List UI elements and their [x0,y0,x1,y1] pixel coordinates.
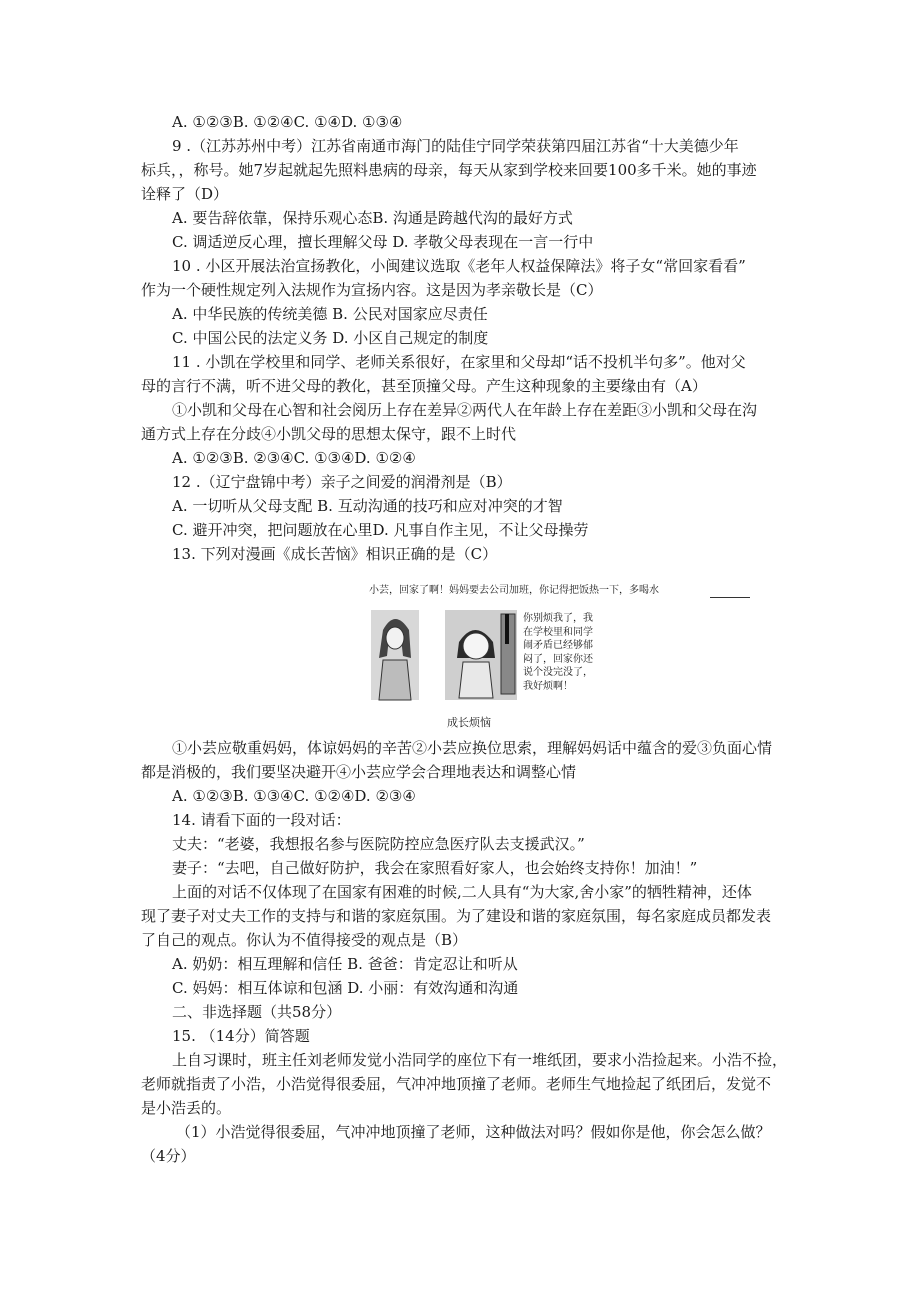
comic-caption: 成长烦恼 [447,716,491,729]
q14-para-line-3: 了自己的观点。你认为不值得接受的观点是（B） [141,931,468,949]
q9-stem-line-2: 标兵，，称号。她7岁起就起先照料患病的母亲，每天从家到学校来回要100多千米。她的事迹 [141,161,757,179]
q14-para-line-2: 现了妻子对丈夫工作的支持与和谐的家庭氛围。为了建设和谐的家庭氛围，每名家庭成员都发表 [141,907,772,925]
mom-face [386,627,404,649]
girl-face [463,633,489,659]
q14-options-ab: A. 奶奶：相互理解和信任 B. 爸爸：肯定忍让和听从 [172,955,518,973]
girl-speech-1: 你别烦我了，我 [523,613,593,624]
girl-speech-3: 闹矛盾已经够郁 [523,640,593,651]
q13-stem: 13. 下列对漫画《成长苦恼》相识正确的是（C） [172,545,498,563]
q14-para-line-1: 上面的对话不仅体现了在国家有困难的时候,二人具有“为大家,舍小家”的牺牲精神，还体 [172,883,752,901]
q11-stem-line-1: 11 . 小凯在学校里和同学、老师关系很好，在家里和父母却“话不投机半句多”。他对父 [172,353,746,371]
q11-stem-line-2: 母的言行不满，听不进父母的教化，甚至顶撞父母。产生这种现象的主要缘由有（A） [141,377,707,395]
door-dark [505,614,509,644]
q15-sub1-line-1: （1）小浩觉得很委屈，气冲冲地顶撞了老师，这种做法对吗？假如你是他，你会怎么做？ [176,1123,771,1141]
q11-options: A. ①②③B. ②③④C. ①③④D. ①②④ [172,449,416,467]
q10-options-cd: C. 中国公民的法定义务 D. 小区自己规定的制度 [172,329,489,347]
q15-sub1-line-2: （4分） [141,1147,196,1165]
q15-para-line-2: 老师就指责了小浩，小浩觉得很委屈，气冲冲地顶撞了老师。老师生气地捡起了纸团后，发觉不 [141,1075,772,1093]
q9-stem-line-3: 诠释了（D） [141,185,229,203]
mom-speech: 小芸，回家了啊！妈妈要去公司加班，你记得把饭热一下，多喝水 [369,585,659,596]
q15-para-line-1: 上自习课时，班主任刘老师发觉小浩同学的座位下有一堆纸团，要求小浩捡起来。小浩不捡， [172,1051,788,1069]
q12-stem: 12 .（辽宁盘锦中考）亲子之间爱的润滑剂是（B） [172,473,512,491]
q13-items-line-1: ①小芸应敬重妈妈，体谅妈妈的辛苦②小芸应换位思索，理解妈妈话中蕴含的爱③负面心情 [172,739,773,757]
section-heading: 二、非选择题（共58分） [172,1003,342,1021]
q9-stem-line-1: 9 .（江苏苏州中考）江苏省南通市海门的陆佳宁同学荣获第四届江苏省“十大美德少年 [172,137,739,155]
q14-stem: 14. 请看下面的一段对话： [172,811,351,829]
girl-body [459,662,493,698]
blank-underline [710,597,750,598]
q9-options-cd: C. 调适逆反心理，擅长理解父母 D. 孝敬父母表现在一言一行中 [172,233,594,251]
q11-items-line-1: ①小凯和父母在心智和社会阅历上存在差异②两代人在年龄上存在差距③小凯和父母在沟 [172,401,758,419]
girl-speech-5: 说个没完没了， [523,667,593,678]
mom-body [379,660,411,700]
q13-items-line-2: 都是消极的，我们要坚决避开④小芸应学会合理地表达和调整心情 [141,763,577,781]
q12-options-ab: A. 一切听从父母支配 B. 互动沟通的技巧和应对冲突的才智 [172,497,563,515]
q12-options-cd: C. 避开冲突，把问题放在心里D. 凡事自作主见，不让父母操劳 [172,521,589,539]
comic-illustration [355,582,755,732]
girl-speech-4: 闷了，回家你还 [523,653,593,665]
q10-options-ab: A. 中华民族的传统美德 B. 公民对国家应尽责任 [172,305,488,323]
girl-speech-2: 在学校里和同学 [523,626,593,638]
q11-items-line-2: 通方式上存在分歧④小凯父母的思想太保守，跟不上时代 [141,425,517,443]
girl-speech-6: 我好烦啊！ [523,680,573,692]
q14-wife: 妻子：“去吧，自己做好防护，我会在家照看好家人，也会始终支持你！加油！” [172,859,698,877]
q15-para-line-3: 是小浩丢的。 [141,1099,232,1117]
q15-heading: 15. （14分）简答题 [172,1027,310,1045]
q9-options-ab: A. 要告辞依靠，保持乐观心态B. 沟通是跨越代沟的最好方式 [172,209,573,227]
q14-options-cd: C. 妈妈：相互体谅和包涵 D. 小丽：有效沟通和沟通 [172,979,519,997]
q8-options: A. ①②③B. ①②④C. ①④D. ①③④ [172,113,403,131]
q10-stem-line-1: 10 . 小区开展法治宣扬教化，小闽建议选取《老年人权益保障法》将子女“常回家看看” [172,257,746,275]
q13-options: A. ①②③B. ①③④C. ①②④D. ②③④ [172,787,416,805]
q14-husband: 丈夫：“老婆，我想报名参与医院防控应急医疗队去支援武汉。” [172,835,585,853]
q10-stem-line-2: 作为一个硬性规定列入法规作为宣扬内容。这是因为孝亲敬长是（C） [141,281,603,299]
